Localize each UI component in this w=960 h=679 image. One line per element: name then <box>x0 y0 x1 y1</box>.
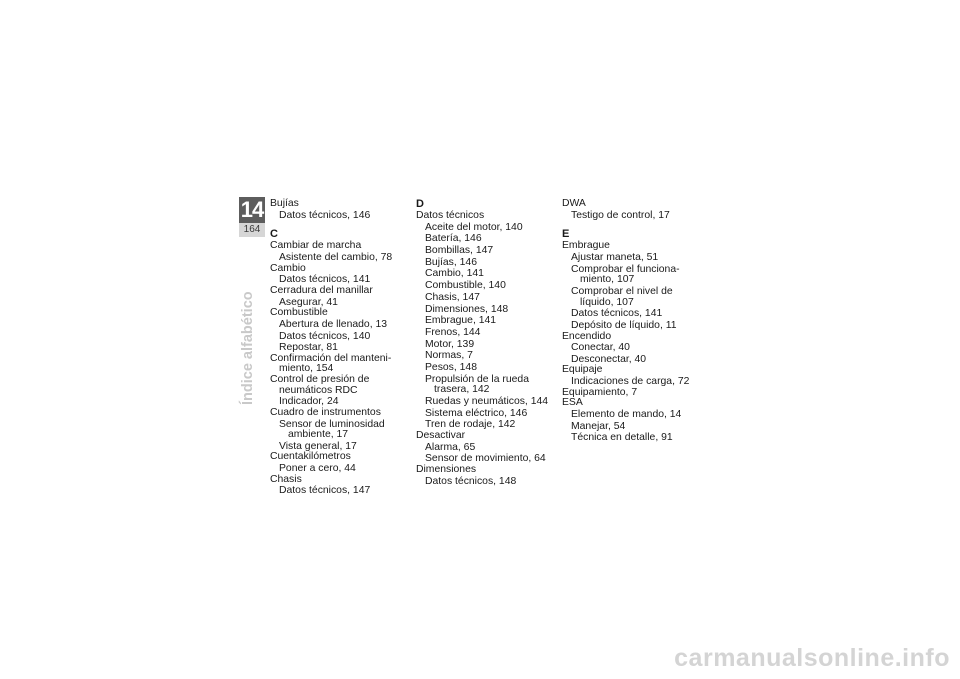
index-subentry-continuation: trasera, 142 <box>434 384 490 396</box>
index-subentry-text: Datos técnicos, 148 <box>425 475 517 487</box>
index-subentry <box>416 477 558 488</box>
index-subentry <box>416 363 558 374</box>
index-letter-heading: E <box>562 228 570 241</box>
index-subentry <box>270 332 412 343</box>
index-subentry-text: Propulsión de la rueda <box>425 373 529 385</box>
index-subentry-text: Alarma, 65 <box>425 441 476 453</box>
index-entry: Control de presión de <box>270 373 370 385</box>
index-subentry <box>562 265 704 286</box>
index-subentry-text: Sistema eléctrico, 146 <box>425 407 528 419</box>
index-subentry-text: Asegurar, 41 <box>279 296 338 308</box>
index-subentry-text: Datos técnicos, 141 <box>279 274 371 286</box>
index-subentry-text: Abertura de llenado, 13 <box>279 318 388 330</box>
index-entry: Bujías <box>270 198 299 209</box>
chapter-number: 14 <box>240 197 264 222</box>
index-subentry-text: Sensor de movimiento, 64 <box>425 453 546 465</box>
index-subentry <box>416 397 558 408</box>
index-subentry <box>270 253 412 264</box>
index-subentry <box>416 258 558 269</box>
chapter-tab <box>239 197 265 237</box>
index-column-2 <box>416 199 558 487</box>
index-entry: Cambiar de marcha <box>270 240 362 252</box>
index-column-3 <box>562 199 704 444</box>
index-entry: ESA <box>562 397 583 409</box>
index-subentry <box>416 328 558 339</box>
index-subentry <box>562 253 704 264</box>
index-entry: DWA <box>562 198 586 209</box>
index-subentry-text: Cambio, 141 <box>425 268 484 280</box>
index-subentry-text: Pesos, 148 <box>425 361 477 373</box>
index-subentry-text: Ajustar maneta, 51 <box>571 251 659 263</box>
index-subentry <box>416 223 558 234</box>
index-subentry <box>416 293 558 304</box>
index-subentry-text: Normas, 7 <box>425 350 473 362</box>
index-entry: Dimensiones <box>416 463 477 475</box>
index-subentry <box>416 305 558 316</box>
index-subentry-text: Embrague, 141 <box>425 315 497 327</box>
index-subentry-text: Repostar, 81 <box>279 342 338 354</box>
index-subentry-text: Datos técnicos, 140 <box>279 330 371 342</box>
index-subentry-text: Frenos, 144 <box>425 326 481 338</box>
index-subentry <box>270 486 412 497</box>
index-subentry <box>562 343 704 354</box>
index-subentry <box>416 340 558 351</box>
index-entry-continuation: neumáticos RDC <box>279 384 358 396</box>
index-subentry-text: Sensor de luminosidad <box>279 418 385 430</box>
index-entry: Datos técnicos <box>416 210 485 221</box>
index-subentry-text: Testigo de control, 17 <box>571 209 670 221</box>
index-subentry-text: Chasis, 147 <box>425 291 480 303</box>
index-subentry-text: Tren de rodaje, 142 <box>425 419 516 431</box>
index-subentry-text: Ruedas y neumáticos, 144 <box>425 395 549 407</box>
index-entry: Embrague <box>562 240 610 252</box>
index-subentry <box>416 375 558 396</box>
index-subentry-continuation: ambiente, 17 <box>288 429 349 441</box>
watermark: carmanualsonline.info <box>674 644 950 672</box>
index-subentry-text: Datos técnicos, 141 <box>571 308 663 320</box>
index-subentry <box>416 443 558 454</box>
index-subentry-text: Datos técnicos, 146 <box>279 209 371 221</box>
index-entry: Cambio <box>270 262 306 274</box>
index-subentry-text: Indicador, 24 <box>279 396 339 408</box>
index-subentry-text: Vista general, 17 <box>279 440 357 452</box>
index-subentry-text: Técnica en detalle, 91 <box>571 432 673 444</box>
index-entry: Encendido <box>562 330 612 342</box>
index-subentry-text: Batería, 146 <box>425 233 482 245</box>
index-entry-continuation: miento, 154 <box>279 363 334 375</box>
index-subentry-text: Poner a cero, 44 <box>279 463 356 475</box>
index-subentry-text: Conectar, 40 <box>571 342 630 354</box>
index-subentry <box>416 246 558 257</box>
index-entry: Chasis <box>270 473 302 485</box>
index-subentry <box>416 351 558 362</box>
index-subentry-text: Indicaciones de carga, 72 <box>571 376 690 388</box>
index-subentry-text: Comprobar el nivel de <box>571 285 673 297</box>
index-subentry <box>416 316 558 327</box>
index-entry: Equipamiento, 7 <box>562 386 638 398</box>
index-entry: Confirmación del manteni- <box>270 352 392 364</box>
index-subentry-text: Manejar, 54 <box>571 420 626 432</box>
index-subentry-text: Dimensiones, 148 <box>425 303 509 315</box>
section-title-vertical <box>236 291 260 405</box>
index-entry: Cuadro de instrumentos <box>270 406 381 418</box>
index-subentry <box>562 211 704 222</box>
index-subentry-continuation: miento, 107 <box>580 274 635 286</box>
index-subentry-text: Depósito de líquido, 11 <box>571 319 677 331</box>
index-subentry <box>270 320 412 331</box>
index-subentry <box>562 309 704 320</box>
index-subentry-continuation: líquido, 107 <box>580 296 634 308</box>
index-subentry-text: Comprobar el funciona- <box>571 263 680 275</box>
index-subentry <box>416 281 558 292</box>
index-subentry <box>270 211 412 222</box>
index-subentry-text: Elemento de mando, 14 <box>571 409 682 421</box>
index-subentry-text: Motor, 139 <box>425 338 475 350</box>
index-subentry-text: Bujías, 146 <box>425 256 477 268</box>
index-entry: Cuentakilómetros <box>270 451 351 463</box>
index-subentry <box>562 321 704 332</box>
index-entry: Equipaje <box>562 364 603 376</box>
index-subentry-text: Datos técnicos, 147 <box>279 485 371 497</box>
index-subentry-text: Combustible, 140 <box>425 280 506 292</box>
index-letter-heading: D <box>416 198 424 210</box>
index-subentry <box>562 287 704 308</box>
index-subentry <box>562 410 704 421</box>
index-subentry <box>562 433 704 444</box>
index-subentry <box>562 422 704 433</box>
index-subentry <box>416 409 558 420</box>
index-subentry <box>270 420 412 441</box>
index-subentry-text: Aceite del motor, 140 <box>425 221 523 233</box>
page-number: 164 <box>239 223 265 237</box>
index-entry: Cerradura del manillar <box>270 284 373 296</box>
index-entry: Desactivar <box>416 429 466 441</box>
index-subentry-text: Asistente del cambio, 78 <box>279 251 393 263</box>
index-subentry <box>416 234 558 245</box>
index-subentry-text: Bombillas, 147 <box>425 245 494 257</box>
index-subentry <box>416 269 558 280</box>
section-title-text: Índice alfabético <box>240 291 256 405</box>
index-letter-heading: C <box>270 228 278 241</box>
index-entry: Combustible <box>270 307 328 319</box>
index-column-1 <box>270 199 412 497</box>
index-subentry-text: Desconectar, 40 <box>571 353 647 365</box>
